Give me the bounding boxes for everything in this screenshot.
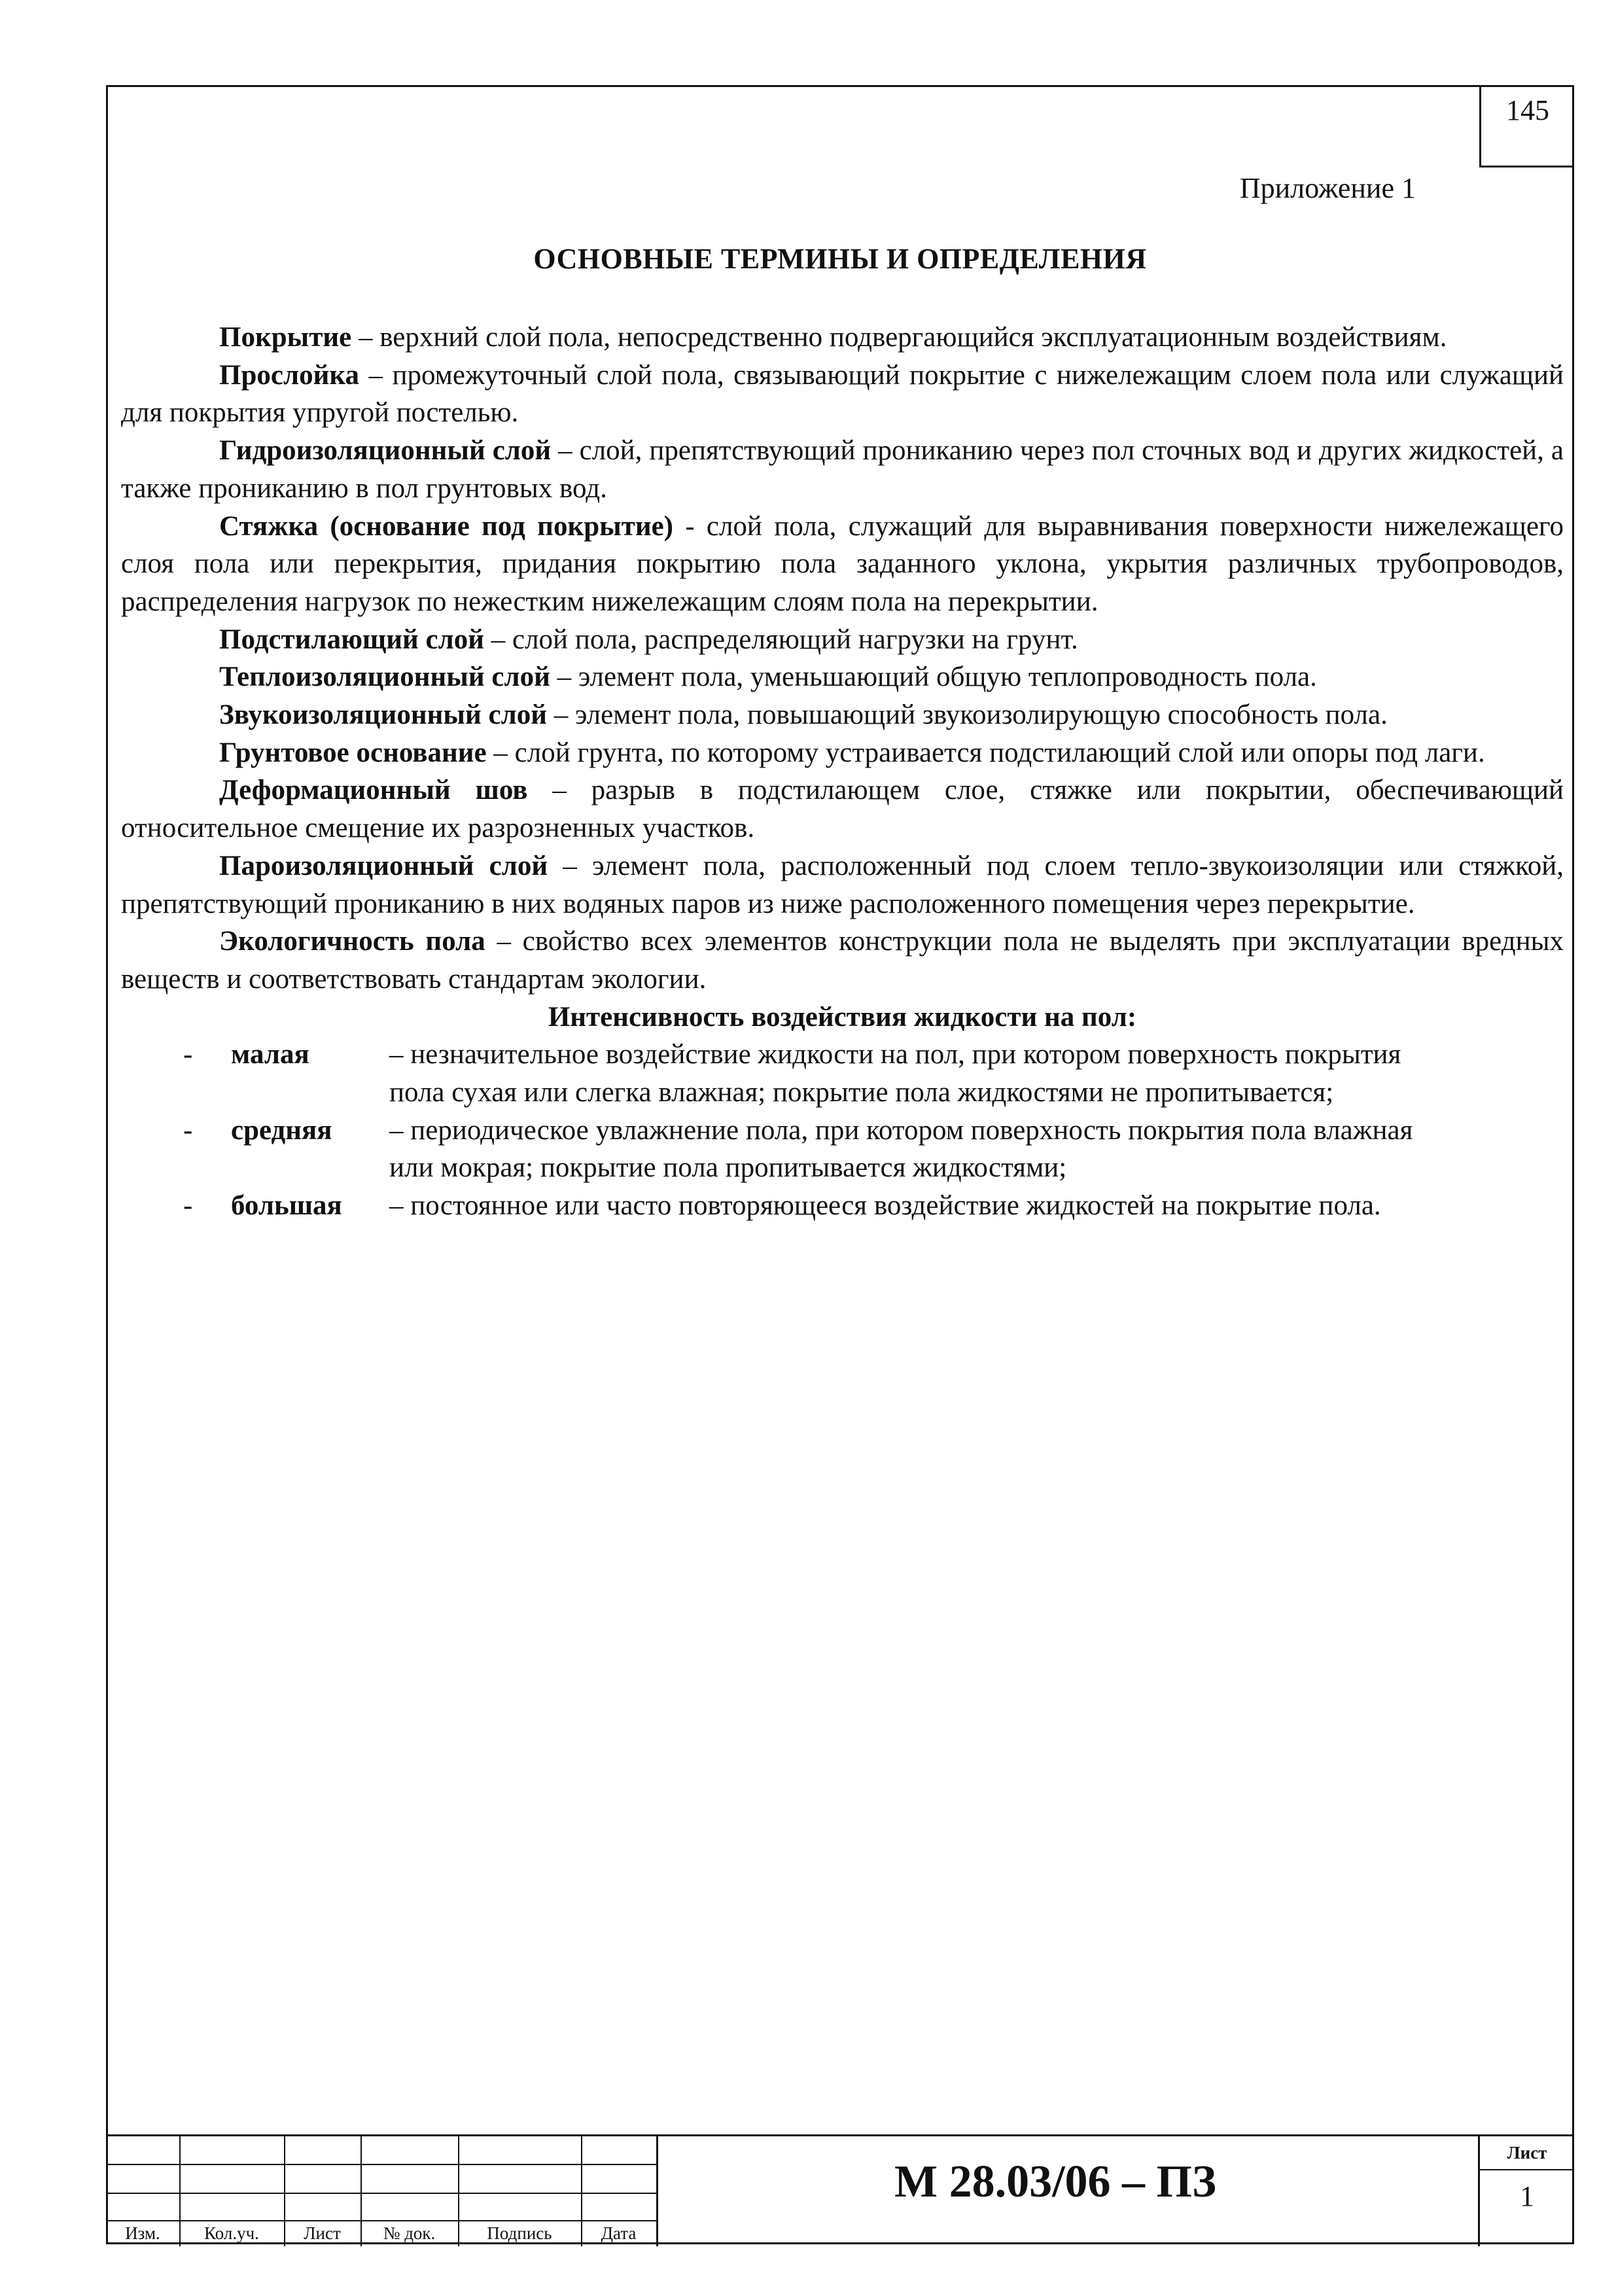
definition-term: Звукоизоляционный слой <box>219 699 547 731</box>
definition-paragraph <box>121 923 1564 998</box>
definition-term: Теплоизоляционный слой <box>219 662 550 693</box>
definition-text: – свойство всех элементов конструкции пола не выделять при эксплуатации вредных веществ и соответствовать стандартам экологии. <box>121 926 1564 995</box>
definition-term: Гидроизоляционный слой <box>219 435 552 467</box>
definition-paragraph <box>121 771 1564 847</box>
definition-term: Стяжка (основание под покрытие) <box>219 510 674 542</box>
intensity-term: большая <box>231 1190 342 1222</box>
definition-term: Пароизоляционный слой <box>219 850 548 881</box>
definition-paragraph <box>121 319 1564 357</box>
definition-text: – верхний слой пола, непосредственно подвергающийся эксплуатационным воздействиям. <box>351 322 1447 353</box>
definition-term: Подстилающий слой <box>219 624 485 655</box>
stamp-header-doc: № док. <box>383 2223 436 2243</box>
list-dash: - <box>183 1114 193 1146</box>
definition-text: – элемент пола, уменьшающий общую теплопроводность пола. <box>550 662 1317 693</box>
stamp-row-line <box>106 2193 656 2194</box>
list-item <box>121 1187 1436 1225</box>
intensity-list <box>121 1036 1564 1225</box>
page-number: 145 <box>1479 85 1574 168</box>
intensity-text: – постоянное или часто повторяющееся воздействие жидкостей на покрытие пола. <box>389 1190 1381 1222</box>
definition-paragraph <box>121 734 1564 772</box>
intensity-term: средняя <box>231 1114 332 1146</box>
definition-text: – слой грунта, по которому устраивается подстилающий слой или опоры под лаги. <box>486 737 1485 768</box>
definition-paragraph <box>121 658 1564 696</box>
definition-text: – слой пола, распределяющий нагрузки на грунт. <box>484 624 1078 655</box>
definition-paragraph <box>121 508 1564 621</box>
stamp-header-signature: Подпись <box>487 2223 552 2243</box>
definition-text: - слой пола, служащий для выравнивания поверхности нижележащего слоя пола или перекрытия, придания покрытию пола заданного уклона, укрытия различных трубопроводов, распределения нагрузок по нежестким нижележащим слоям пола на перекрытии. <box>121 510 1564 617</box>
title-block <box>106 2134 1574 2244</box>
sheet-number: 1 <box>1520 2180 1534 2212</box>
stamp-row-line <box>106 2164 656 2165</box>
definition-term: Прослойка <box>219 359 359 391</box>
sheet-box <box>1478 2136 1574 2246</box>
definition-paragraph <box>121 432 1564 507</box>
definition-term: Грунтовое основание <box>219 737 487 768</box>
definitions-body <box>121 319 1564 1225</box>
stamp-header-kol: Кол.уч. <box>204 2223 259 2243</box>
definition-paragraph <box>121 357 1564 432</box>
list-item <box>121 1112 1436 1187</box>
stamp-header-izm: Изм. <box>125 2223 160 2243</box>
definition-text: – элемент пола, повышающий звукоизолирующую способность пола. <box>546 699 1388 731</box>
list-item <box>121 1036 1436 1111</box>
intensity-text: – незначительное воздействие жидкости на пол, при котором поверхность покрытия пола сухая или слегка влажная; покрытие пола жидкостями не пропитывается; <box>389 1039 1401 1108</box>
intensity-text: – периодическое увлажнение пола, при котором поверхность покрытия пола влажная или мокрая; покрытие пола пропитывается жидкостями; <box>389 1114 1413 1184</box>
list-dash: - <box>183 1190 193 1222</box>
stamp-header-date: Дата <box>601 2223 637 2243</box>
definition-paragraph <box>121 696 1564 734</box>
definition-term: Покрытие <box>219 322 352 353</box>
stamp-header-list: Лист <box>304 2223 341 2243</box>
document-code: М 28.03/06 – ПЗ <box>894 2157 1216 2207</box>
definition-text: – слой, препятствующий прониканию через пол сточных вод и других жидкостей, а также прониканию в пол грунтовых вод. <box>121 435 1564 504</box>
definition-term: Экологичность пола <box>219 926 485 957</box>
definition-text: – промежуточный слой пола, связывающий покрытие с нижележащим слоем пола или служащий для покрытия упругой постелью. <box>121 359 1564 429</box>
page-title: ОСНОВНЫЕ ТЕРМИНЫ И ОПРЕДЕЛЕНИЯ <box>533 243 1147 275</box>
definition-text: – элемент пола, расположенный под слоем тепло-звукоизоляции или стяжкой, препятствующий прониканию в них водяных паров из ниже расположенного помещения через перекрытие. <box>121 850 1564 919</box>
sheet-label: Лист <box>1480 2136 1574 2170</box>
appendix-label: Приложение 1 <box>1239 172 1416 204</box>
intensity-heading: Интенсивность воздействия жидкости на пол: <box>548 1001 1137 1033</box>
definition-paragraph <box>121 621 1564 659</box>
definition-term: Деформационный шов <box>219 775 528 806</box>
list-dash: - <box>183 1039 193 1070</box>
definition-paragraph <box>121 847 1564 923</box>
intensity-term: малая <box>231 1039 309 1070</box>
definition-text: – разрыв в подстилающем слое, стяжке или покрытии, обеспечивающий относительное смещение их разрозненных участков. <box>121 775 1564 844</box>
